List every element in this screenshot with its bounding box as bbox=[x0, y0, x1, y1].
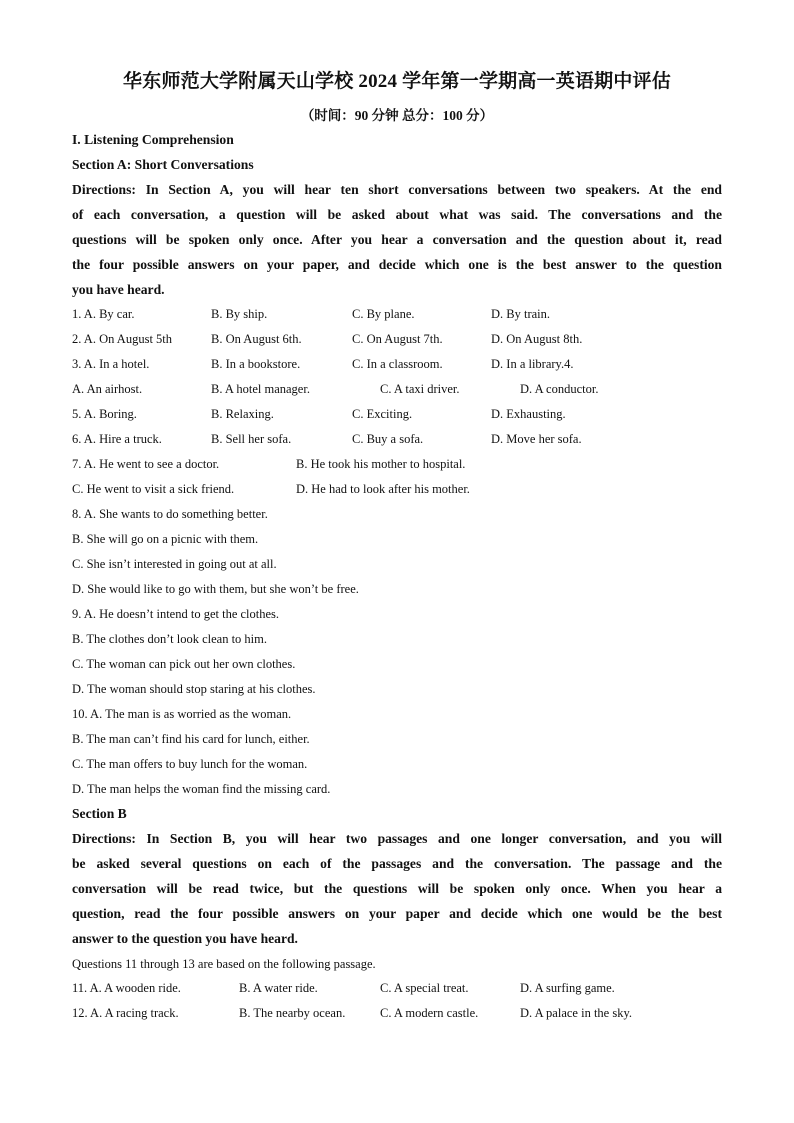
question-9-option-d: D. The woman should stop staring at his clothes. bbox=[72, 682, 316, 696]
question-4-option-c: C. A taxi driver. bbox=[380, 382, 460, 396]
question-12-option-d: D. A palace in the sky. bbox=[520, 1006, 633, 1020]
question-9-option-a: 9. A. He doesn’t intend to get the clothes. bbox=[72, 607, 280, 621]
question-3-option-b: B. In a bookstore. bbox=[211, 357, 301, 371]
question-6-option-d: D. Move her sofa. bbox=[491, 432, 582, 446]
question-1-option-c: C. By plane. bbox=[352, 307, 415, 321]
section-a-heading: Section A: Short Conversations bbox=[72, 157, 254, 172]
question-2-option-d: D. On August 8th. bbox=[491, 332, 583, 346]
question-11-option-d: D. A surfing game. bbox=[520, 981, 615, 995]
part-heading: I. Listening Comprehension bbox=[72, 132, 234, 147]
question-9-option-b: B. The clothes don’t look clean to him. bbox=[72, 632, 267, 646]
question-6-option-b: B. Sell her sofa. bbox=[211, 432, 292, 446]
question-11-option-b: B. A water ride. bbox=[239, 981, 318, 995]
question-4-option-a: A. An airhost. bbox=[72, 382, 143, 396]
question-7-option-b: B. He took his mother to hospital. bbox=[296, 457, 466, 471]
question-12-option-a: 12. A. A racing track. bbox=[72, 1006, 179, 1020]
section-b-directions-line: question, read the four possible answers on your paper and decide which one would be the best bbox=[72, 906, 722, 921]
question-10-option-a: 10. A. The man is as worried as the woman. bbox=[72, 707, 292, 721]
question-8-option-b: B. She will go on a picnic with them. bbox=[72, 532, 259, 546]
section-b-directions-line: be asked several questions on each of the passages and the conversation. The passage and the bbox=[72, 856, 722, 871]
question-3-option-c: C. In a classroom. bbox=[352, 357, 443, 371]
question-8-option-d: D. She would like to go with them, but she won’t be free. bbox=[72, 582, 359, 596]
question-1-option-d: D. By train. bbox=[491, 307, 551, 321]
question-9-option-c: C. The woman can pick out her own clothes. bbox=[72, 657, 296, 671]
question-2-option-a: 2. A. On August 5th bbox=[72, 332, 173, 346]
question-7-option-d: D. He had to look after his mother. bbox=[296, 482, 470, 496]
section-a-directions-line: you have heard. bbox=[72, 282, 165, 297]
question-8-option-c: C. She isn’t interested in going out at all. bbox=[72, 557, 277, 571]
question-5-option-d: D. Exhausting. bbox=[491, 407, 566, 421]
question-10-option-c: C. The man offers to buy lunch for the woman. bbox=[72, 757, 308, 771]
question-3-option-d: D. In a library.4. bbox=[491, 357, 574, 371]
passage-note: Questions 11 through 13 are based on the following passage. bbox=[72, 957, 376, 971]
exam-time-score: （时间：90 分钟 总分：100 分） bbox=[300, 108, 494, 123]
question-5-option-a: 5. A. Boring. bbox=[72, 407, 137, 421]
question-1-option-b: B. By ship. bbox=[211, 307, 268, 321]
question-11-option-c: C. A special treat. bbox=[380, 981, 469, 995]
question-6-option-c: C. Buy a sofa. bbox=[352, 432, 424, 446]
question-2-option-c: C. On August 7th. bbox=[352, 332, 443, 346]
question-2-option-b: B. On August 6th. bbox=[211, 332, 302, 346]
question-4-option-d: D. A conductor. bbox=[520, 382, 599, 396]
question-10-option-d: D. The man helps the woman find the missing card. bbox=[72, 782, 331, 796]
section-a-directions-line: questions will be spoken only once. After you hear a conversation and the question about it, read bbox=[72, 232, 722, 247]
page-title: 华东师范大学附属天山学校 2024 学年第一学期高一英语期中评估 bbox=[123, 71, 671, 92]
section-a-directions-line: of each conversation, a question will be asked about what was said. The conversations and the bbox=[72, 207, 722, 222]
question-11-option-a: 11. A. A wooden ride. bbox=[72, 981, 181, 995]
section-a-directions-line: the four possible answers on your paper, and decide which one is the best answer to the question bbox=[72, 257, 722, 272]
question-5-option-c: C. Exciting. bbox=[352, 407, 413, 421]
section-b-directions-line: answer to the question you have heard. bbox=[72, 931, 298, 946]
question-4-option-b: B. A hotel manager. bbox=[211, 382, 310, 396]
section-b-directions-line: Directions: In Section B, you will hear two passages and one longer conversation, and you will bbox=[72, 831, 722, 846]
question-3-option-a: 3. A. In a hotel. bbox=[72, 357, 150, 371]
question-7-option-a: 7. A. He went to see a doctor. bbox=[72, 457, 220, 471]
question-1-option-a: 1. A. By car. bbox=[72, 307, 135, 321]
question-6-option-a: 6. A. Hire a truck. bbox=[72, 432, 162, 446]
question-12-option-b: B. The nearby ocean. bbox=[239, 1006, 346, 1020]
question-7-option-c: C. He went to visit a sick friend. bbox=[72, 482, 235, 496]
section-a-directions-line: Directions: In Section A, you will hear ten short conversations between two speakers. At the end bbox=[72, 182, 722, 197]
question-10-option-b: B. The man can’t find his card for lunch, either. bbox=[72, 732, 310, 746]
question-8-option-a: 8. A. She wants to do something better. bbox=[72, 507, 268, 521]
section-b-heading: Section B bbox=[72, 806, 127, 821]
section-b-directions-line: conversation will be read twice, but the questions will be spoken only once. When you hear a bbox=[72, 881, 722, 896]
question-5-option-b: B. Relaxing. bbox=[211, 407, 274, 421]
question-12-option-c: C. A modern castle. bbox=[380, 1006, 479, 1020]
